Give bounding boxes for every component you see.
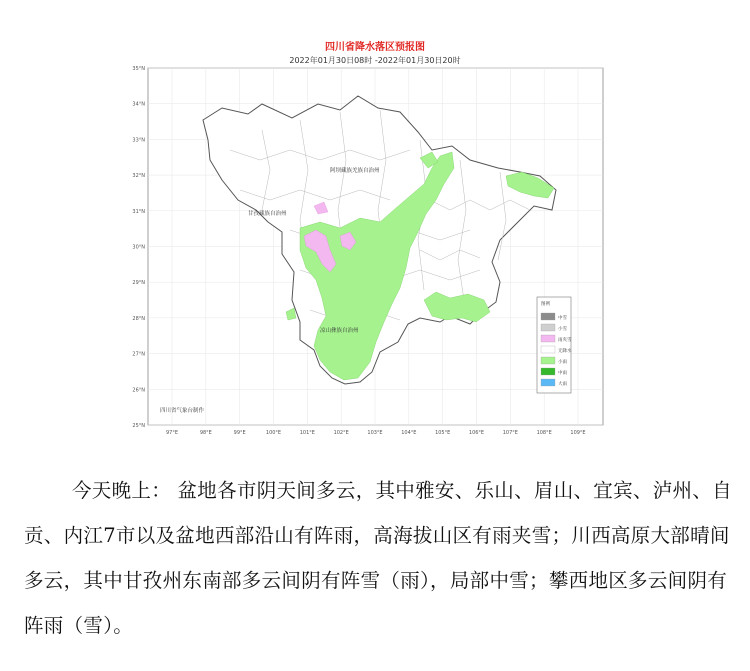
legend-label: 中雨 [558, 371, 567, 376]
legend-box [537, 297, 571, 393]
latitude-label: 28°N [132, 315, 145, 322]
legend-swatch [541, 357, 555, 364]
legend-label: 雨夹雪 [558, 338, 572, 343]
city-label: 阿坝藏族羌族自治州 [330, 168, 380, 174]
map-title: 四川省降水落区预报图 [325, 42, 425, 53]
longitude-label: 101°E [299, 430, 315, 436]
latitude-label: 26°N [132, 387, 145, 394]
latitude-label: 25°N [132, 423, 145, 429]
longitude-label: 109°E [570, 430, 586, 436]
latitude-labels [132, 66, 145, 429]
latitude-label: 34°N [132, 101, 145, 108]
latitude-label: 27°N [132, 351, 145, 358]
forecast-text: 今天晚上： 盆地各市阴天间多云，其中雅安、乐山、眉山、宜宾、泸州、自贡、内江7市以及盆地西部沿山有阵雨，高海拔山区有雨夹雪；川西高原大部晴间多云，其中甘孜州东南部多云间阴有阵雪（雨），局部中雪；攀西地区多云间阴有阵雨（雪）。 [24, 479, 732, 637]
legend-label: 小雨 [558, 360, 567, 365]
map-legend [537, 297, 572, 393]
map-credit: 四川省气象台制作 [160, 408, 205, 414]
legend-label: 中雪 [558, 316, 567, 321]
latitude-label: 31°N [132, 208, 145, 215]
longitude-labels [166, 430, 586, 436]
longitude-label: 105°E [435, 430, 451, 436]
legend-label: 大雨 [558, 382, 567, 387]
longitude-label: 104°E [401, 430, 417, 436]
city-label: 凉山彝族自治州 [320, 328, 359, 334]
longitude-label: 108°E [536, 430, 552, 436]
legend-label: 小雪 [558, 327, 567, 332]
legend-label: 无降水 [558, 349, 572, 354]
legend-swatch [541, 335, 555, 342]
longitude-label: 102°E [333, 430, 349, 436]
latitude-label: 32°N [132, 173, 145, 180]
legend-swatch [541, 379, 555, 386]
latitude-label: 29°N [132, 280, 145, 287]
legend-title: 图例 [541, 302, 550, 307]
longitude-label: 103°E [367, 430, 383, 436]
longitude-label: 99°E [233, 430, 246, 436]
city-label: 甘孜藏族自治州 [248, 211, 287, 217]
legend-swatch [541, 313, 555, 320]
longitude-label: 97°E [165, 430, 179, 436]
legend-swatch [541, 368, 555, 375]
longitude-label: 98°E [199, 430, 212, 436]
longitude-label: 106°E [468, 430, 485, 436]
legend-swatch [541, 324, 555, 331]
latitude-label: 35°N [132, 66, 145, 72]
longitude-label: 100°E [265, 430, 282, 436]
legend-swatch [541, 346, 555, 353]
map-subtitle: 2022年01月30日08时 -2022年01月30日20时 [289, 56, 461, 65]
longitude-label: 107°E [502, 430, 518, 436]
latitude-label: 30°N [132, 244, 145, 251]
latitude-label: 33°N [132, 137, 145, 144]
